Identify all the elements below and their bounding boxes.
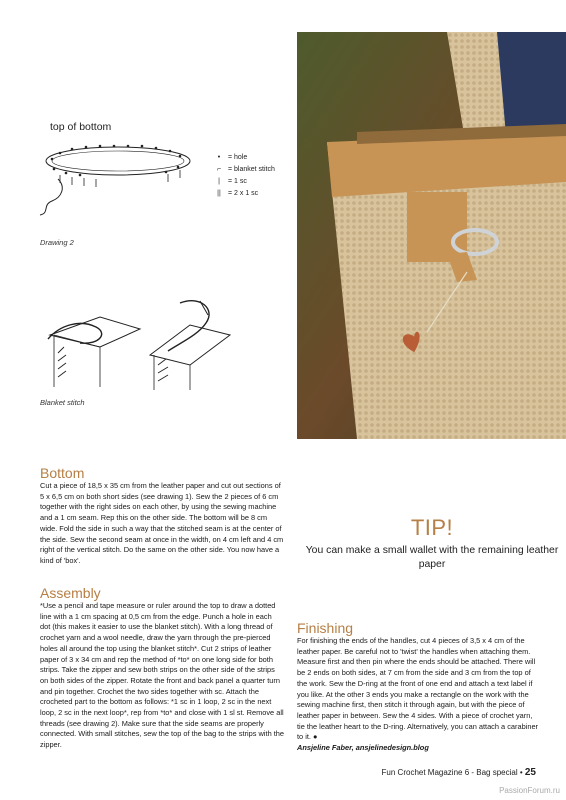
drawing-2-caption: Drawing 2 bbox=[40, 238, 74, 247]
finishing-heading: Finishing bbox=[297, 620, 354, 636]
finishing-text: For finishing the ends of the handles, cut 4 pieces of 3,5 x 4 cm of the leather paper. Be careful not to 'twist' the handles when attaching them. Measure first and then pin where the ends should be attached. There will be 2 ends on both sides, at 7 cm from the side and 3 cm from the top of the work. Sew the D-ring at the front of one end and attach a text label if you like. At the other 3 ends you make a rectangle on the work with the sewing machine first, then stitch it through again, but with the piece of leather paper in between. Sew the 4 sides. With a piece of crochet yarn, tie the leather heart to the D-ring. Alternatively, you can attach a carabiner to it. ● bbox=[297, 636, 539, 742]
legend-row-2sc bbox=[210, 188, 275, 200]
bottom-text: Cut a piece of 18,5 x 35 cm from the leather paper and cut out sections of 5 x 6,5 cm on both short sides (see drawing 1). Sew the 2 pieces of 6 cm together with the right sides on each other, by using the sewing machine and a 1 cm seam. Rep this on the other side. The bottom will be 8 cm wide. Fold the side in such a way that the stitched seam is at the center of the side. Sew the second seam at once in the width, on 4 cm left and 4 cm right of the vertical stitch. Do the same on the other side. You now have a kind of 'box'. bbox=[40, 481, 284, 565]
drawing-title: top of bottom bbox=[50, 121, 112, 133]
tip-text: You can make a small wallet with the remaining leather paper bbox=[305, 545, 559, 570]
assembly-text: *Use a pencil and tape measure or ruler around the top to draw a dotted line with a 1 cm spacing at 0,5 cm from the edge. Punch a hole in each dot (this makes it easier to use the blanket stitch). With a long thread of crochet yarn and a wool needle, draw the yarn through the pre-pierced holes all around the top using the blanket stitch*. Cut 2 strips of leather paper of 3 x 34 cm and rep the method of *to* on one long side for both strips. Take the zipper and sew both strips on the other side of the strips on both sides of the zipper. Rotate the front and back panel a quarter turn and pin together. Crochet the two sides together with sc. Attach the crocheted part to the bottom as follows: *1 sc in 1 loop, 2 sc in the next loop, 2 sc in the next loop*, rep from *to* and close with 1 sl st. Remove all threads (see drawing 2). Make sure that the side seams are properly connected. With small stitches, sew the top of the bag to the strips with the zipper. bbox=[40, 601, 285, 750]
drawing-legend bbox=[210, 152, 275, 200]
tip-box bbox=[300, 515, 564, 571]
assembly-section bbox=[40, 585, 284, 751]
blanket-stitch-caption: Blanket stitch bbox=[40, 398, 85, 407]
page-number: 25 bbox=[524, 767, 536, 778]
legend-row-hole bbox=[210, 152, 275, 164]
blanket-stitch-symbol: ⌐ bbox=[216, 166, 222, 173]
legend-label: = 2 x 1 sc bbox=[228, 190, 259, 197]
bottom-heading: Bottom bbox=[40, 465, 85, 481]
legend-label: = hole bbox=[228, 154, 248, 161]
bag-photo-illustration bbox=[297, 32, 566, 439]
author-credit: Ansjeline Faber, ansjelinedesign.blog bbox=[297, 743, 429, 753]
drawing-2-illustration bbox=[38, 135, 208, 235]
sc-symbol: | bbox=[218, 178, 220, 185]
legend-row-blanket bbox=[210, 164, 275, 176]
double-sc-symbol: || bbox=[217, 190, 221, 197]
blanket-stitch-illustration bbox=[40, 295, 250, 395]
tip-title: TIP! bbox=[410, 515, 454, 540]
bag-photo bbox=[297, 32, 566, 439]
legend-label: = 1 sc bbox=[228, 178, 247, 185]
assembly-heading: Assembly bbox=[40, 585, 101, 601]
watermark: PassionForum.ru bbox=[499, 786, 560, 795]
page-footer bbox=[382, 767, 536, 778]
bottom-section bbox=[40, 465, 284, 567]
magazine-name: Fun Crochet Magazine 6 - Bag special • bbox=[381, 768, 523, 777]
legend-row-sc bbox=[210, 176, 275, 188]
legend-label: = blanket stitch bbox=[228, 166, 275, 173]
finishing-section bbox=[297, 620, 542, 754]
hole-symbol: • bbox=[217, 154, 221, 161]
